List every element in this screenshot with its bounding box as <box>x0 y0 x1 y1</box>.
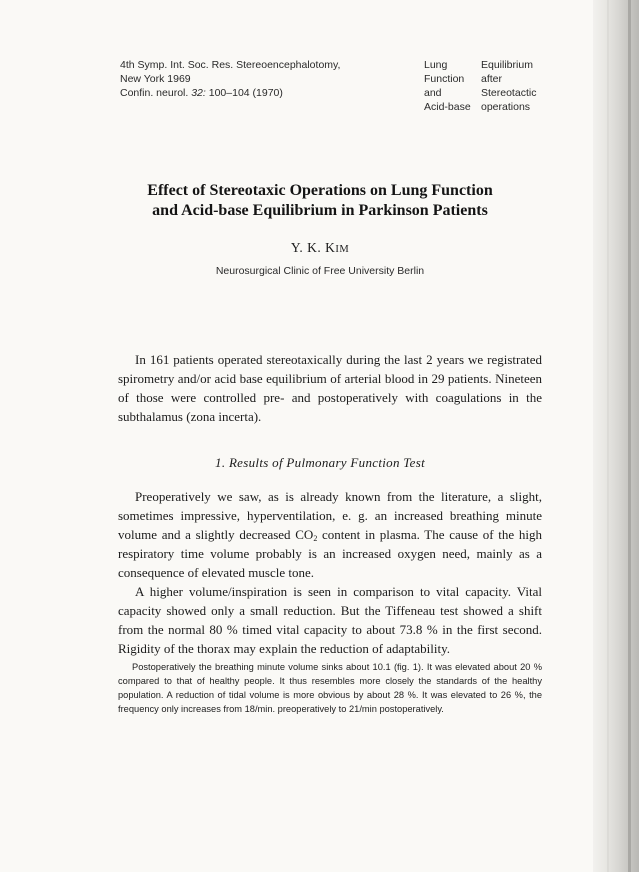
paper-title-line-1: Effect of Stereotaxic Operations on Lung Function <box>147 182 493 199</box>
journal-pages: 100–104 (1970) <box>208 87 283 99</box>
section-number: 1. <box>215 455 226 470</box>
co2-subscript: 2 <box>313 534 318 543</box>
running-head <box>424 58 536 114</box>
small-print-paragraph: Postoperatively the breathing minute volume sinks about 10.1 (fig. 1). It was elevated about 20 % compared to that of healthy people. It thus resembles more closely the standards of the healthy population. A reduction of tidal volume is more obvious by about 28 %. It was elevated to 26 %, the frequency only increases from 18/min. preoperatively to 21/min postoperatively. <box>118 662 542 714</box>
running-head-word: Stereotactic <box>481 87 537 99</box>
citation-line-3 <box>120 86 340 100</box>
body-p1-text-cont: content in plasma. The cause of the high respiratory time volume probably is an increased oxygen need, mainly as a consequence of elevated muscle tone. <box>118 527 542 580</box>
author-affiliation: Neurosurgical Clinic of Free University Berlin <box>215 265 425 277</box>
citation-line-1: 4th Symp. Int. Soc. Res. Stereoencephalotomy, <box>120 59 341 71</box>
body-paragraph-1 <box>118 487 542 582</box>
running-head-word: Equilibrium <box>481 59 533 71</box>
body-paragraph-2: A higher volume/inspiration is seen in comparison to vital capacity. Vital capacity showed only a small reduction. But the Tiffeneau test showed a shift from the normal 80 % timed vital capacity to about 73.8 % in the first second. Rigidity of the thorax may explain the reduction of adaptability. <box>118 584 542 656</box>
abstract-paragraph: In 161 patients operated stereotaxically during the last 2 years we registrated spirometry and/or acid base equilibrium of arterial blood in 29 patients. Nineteen of those were controlled pre- and postoperatively with coagulations in the subthalamus (zona incerta). <box>118 352 542 424</box>
running-head-word: Function <box>424 73 465 85</box>
running-head-word: Lung <box>424 59 448 71</box>
section-heading <box>100 455 540 471</box>
page-edge-shadow <box>593 0 639 872</box>
body-text <box>118 487 542 658</box>
running-head-word: and <box>424 87 442 99</box>
author-surname-rest: IM <box>335 244 350 255</box>
running-head-word: Acid-base <box>424 101 471 113</box>
journal-volume: 32: <box>191 87 206 99</box>
paper-title <box>100 181 540 221</box>
running-head-word: operations <box>481 101 531 113</box>
author-initials: Y. K. K <box>290 240 336 255</box>
section-title: Results of Pulmonary Function Test <box>228 455 425 470</box>
citation-header <box>120 58 340 100</box>
running-head-word: after <box>481 73 503 85</box>
journal-name: Confin. neurol. <box>120 87 189 99</box>
author-name <box>100 240 540 256</box>
citation-line-2: New York 1969 <box>120 73 191 85</box>
body-p1-text: Preoperatively we saw, as is already known from the literature, a slight, sometimes impressive, hyperventilation, e. g. an increased breathing minute volume and a slightly decreased CO <box>118 489 542 542</box>
paper-title-line-2: and Acid-base Equilibrium in Parkinson Patients <box>152 202 488 219</box>
